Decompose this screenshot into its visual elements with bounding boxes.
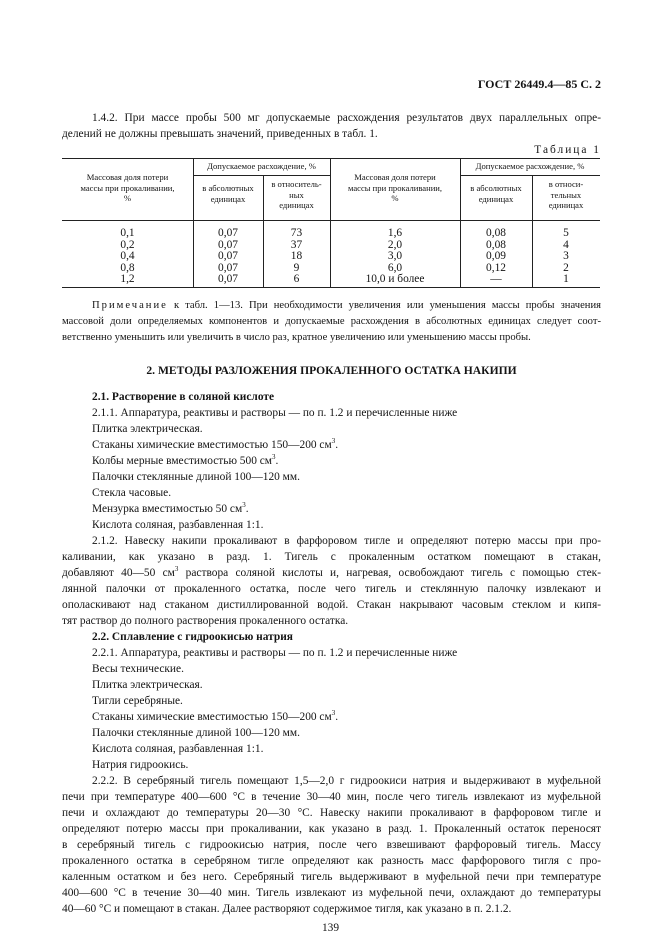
table-cell: — [490,273,502,286]
s2-1-1-intro: 2.1.1. Аппаратура, реактивы и растворы — по п. 1.2 и перечисленные ниже [92,407,458,419]
table-cell: 6 [293,273,300,286]
table-cell: 0,07 [218,273,238,286]
header-allowed-right: Допускаемое расхождение, % [475,161,585,171]
list-item: Кислота соляная, разбавленная 1:1. [92,519,264,531]
table-cell: 0,4 [120,250,135,263]
list-item: Плитка электрическая. [92,423,203,435]
column-mass-left [62,228,193,286]
list-item: Кислота соляная, разбавленная 1:1. [92,743,264,755]
table-cell: 0,12 [486,261,506,274]
table-bottom-rule [62,287,600,288]
s2-2-2-line: печи при температуре 400—600 °С в течение 30—40 мин, после чего тигель извлекают из муфельной [62,791,601,803]
list-item: Стаканы химические вместимостью 150—200 $см^3$. [92,709,339,723]
section-2-title: 2. МЕТОДЫ РАЗЛОЖЕНИЯ ПРОКАЛЕННОГО ОСТАТКА НАКИПИ [146,364,517,377]
header-absolute-right: в абсолютных единицах [470,183,522,204]
s2-2-2-line: прокаленного остатка в серебряном тигле определяют как разность масс фарфорового тигля с про- [62,855,601,867]
header-mass-fraction-right: Массовая доля потери массы при прокаливании, % [347,172,443,203]
table-cell: 4 [563,238,569,251]
table-subheader-rule [193,175,330,176]
table-cell: 0,8 [120,261,135,274]
s2-2-2-line: в серебряный тигель с гидроокисью натрия, после чего взвешивают фарфоровый тигель. Массу [62,839,601,851]
table-cell: 5 [563,227,569,239]
column-relative-right [532,228,600,286]
s2-2-1-intro: 2.2.1. Аппаратура, реактивы и растворы — по п. 1.2 и перечисленные ниже [92,647,458,659]
table-top-rule [62,158,600,159]
s2-1-2-line: тят раствор до полного растворения прокаленного остатка. [62,615,349,627]
table-cell: 10,0 и более [365,273,425,286]
section-2-2-heading: 2.2. Сплавление с гидроокисью натрия [92,631,293,643]
header-mass-fraction-left: Массовая доля потери массы при прокаливании, % [80,172,175,203]
paragraph-1-4-2-line-2: делений не должны превышать значений, приведенных в табл. 1. [62,128,378,140]
column-relative-left [263,228,330,286]
section-2-1-heading: 2.1. Растворение в соляной кислоте [92,391,275,403]
table-cell: 0,07 [218,250,238,263]
table-cell: 1,6 [387,227,403,239]
note-line-3: ветственно уменьшить или увеличить в число раз, кратное увеличению или уменьшению массы пробы. [62,332,531,343]
table-cell: 6,0 [387,261,403,274]
table-cell: 0,2 [120,238,135,251]
list-item: Палочки стеклянные длиной 100—120 мм. [92,471,300,483]
list-item: Весы технические. [92,663,184,675]
table-cell: 2 [563,261,569,274]
s2-1-2-line: 2.1.2. Навеску накипи прокаливают в фарфоровом тигле и определяют потерю массы при про- [92,535,601,547]
note-line-2: массовой доли определяемых компонентов и допускаемые расхождения в абсолютных единицах следует соот- [62,316,601,327]
s2-1-2-line: ополаскивают над стаканом дистиллированной водой. Стакан накрывают часовым стеклом и кипя- [62,599,601,611]
paragraph-1-4-2-line-1: 1.4.2. При массе пробы 500 мг допускаемые расхождения результатов двух параллельных опре- [92,112,601,124]
header-allowed-left: Допускаемое расхождение, % [207,161,316,171]
list-item: Стекла часовые. [92,487,172,499]
table-cell: 0,1 [120,227,135,239]
s2-2-2-line: определяют потерю массы при прокаливании, как указано в разд. 1. Прокаленный остаток переносят [62,823,601,835]
list-item: Натрия гидроокись. [92,759,189,771]
table-cell: 0,07 [218,261,238,274]
table-cell: 2,0 [387,238,403,251]
header-absolute-left: в абсолютных единицах [202,183,254,204]
s2-1-2-line: каливании, как указано в разд. 1. Тигель с прокаленным остатком помещают в стакан, [62,551,601,563]
note-label: Примечание [92,300,168,311]
column-mass-right [330,228,460,286]
page-header: ГОСТ 26449.4—85 С. 2 [477,77,601,91]
s2-2-2-line: 2.2.2. В серебряный тигель помещают 1,5—2,0 г гидроокиси натрия и выдерживают в муфельной [92,775,601,787]
table-cell: 0,08 [486,227,506,239]
table-cell: 37 [290,238,303,251]
list-item: Тигли серебряные. [92,695,183,707]
note-line-1: Примечание к табл. 1—13. При необходимости увеличения или уменьшения массы пробы значения [92,300,601,311]
table-cell: 0,07 [218,227,238,239]
table-cell: 0,09 [486,250,506,263]
table-cell: 18 [290,250,303,263]
table-cell: 3 [563,250,569,263]
list-item: Плитка электрическая. [92,679,203,691]
table-1 [62,158,600,288]
header-relative-right: в относи- тельных единицах [548,179,584,210]
list-item: Мензурка вместимостью 50 $см^3$. [92,501,249,515]
table-cell: 0,07 [218,238,238,251]
table-subheader-rule [460,175,600,176]
column-absolute-right [460,228,532,286]
table-cell: 1 [563,273,569,286]
table-cell: 1,2 [120,273,135,286]
table-header-rule [62,220,600,221]
s2-1-2-line: добавляют 40—50 $см^3$ раствора соляной кислоты и, нагревая, освобождают тигель с помощью стек- [62,565,601,579]
s2-1-2-line: лянной палочки от прокаленного остатка, после чего тигель и стеклянную палочку извлекают и [62,583,601,595]
table-cell: 3,0 [387,250,403,263]
table-cell: 9 [293,261,300,274]
list-item: Колбы мерные вместимостью 500 $см^3$. [92,453,279,467]
table-title: Таблица 1 [534,144,601,156]
table-cell: 73 [290,227,303,239]
list-item: Стаканы химические вместимостью 150—200 $см^3$. [92,437,339,451]
s2-2-2-line: 400—600 °С в течение 30—40 мин. Тигель извлекают из муфельной печи, охлаждают до температуры [62,887,601,899]
s2-2-2-line: 40—60 °С и помещают в стакан. Далее растворяют содержимое тигля, как указано в п. 2.1.2. [62,903,512,915]
list-item: Палочки стеклянные длиной 100—120 мм. [92,727,300,739]
column-absolute-left [193,228,263,286]
table-cell: 0,08 [486,238,506,251]
page-number: 139 [321,922,340,934]
s2-2-2-line: печи и охлаждают до температуры 20—30 °С. Навеску накипи прокаливают в фарфоровом тигле и [62,807,601,819]
header-relative-left: в относитель- ных единицах [271,179,322,210]
s2-2-2-line: каленным остатком и без него. Серебряный тигель выдерживают в муфельной печи при температуре [62,871,601,883]
